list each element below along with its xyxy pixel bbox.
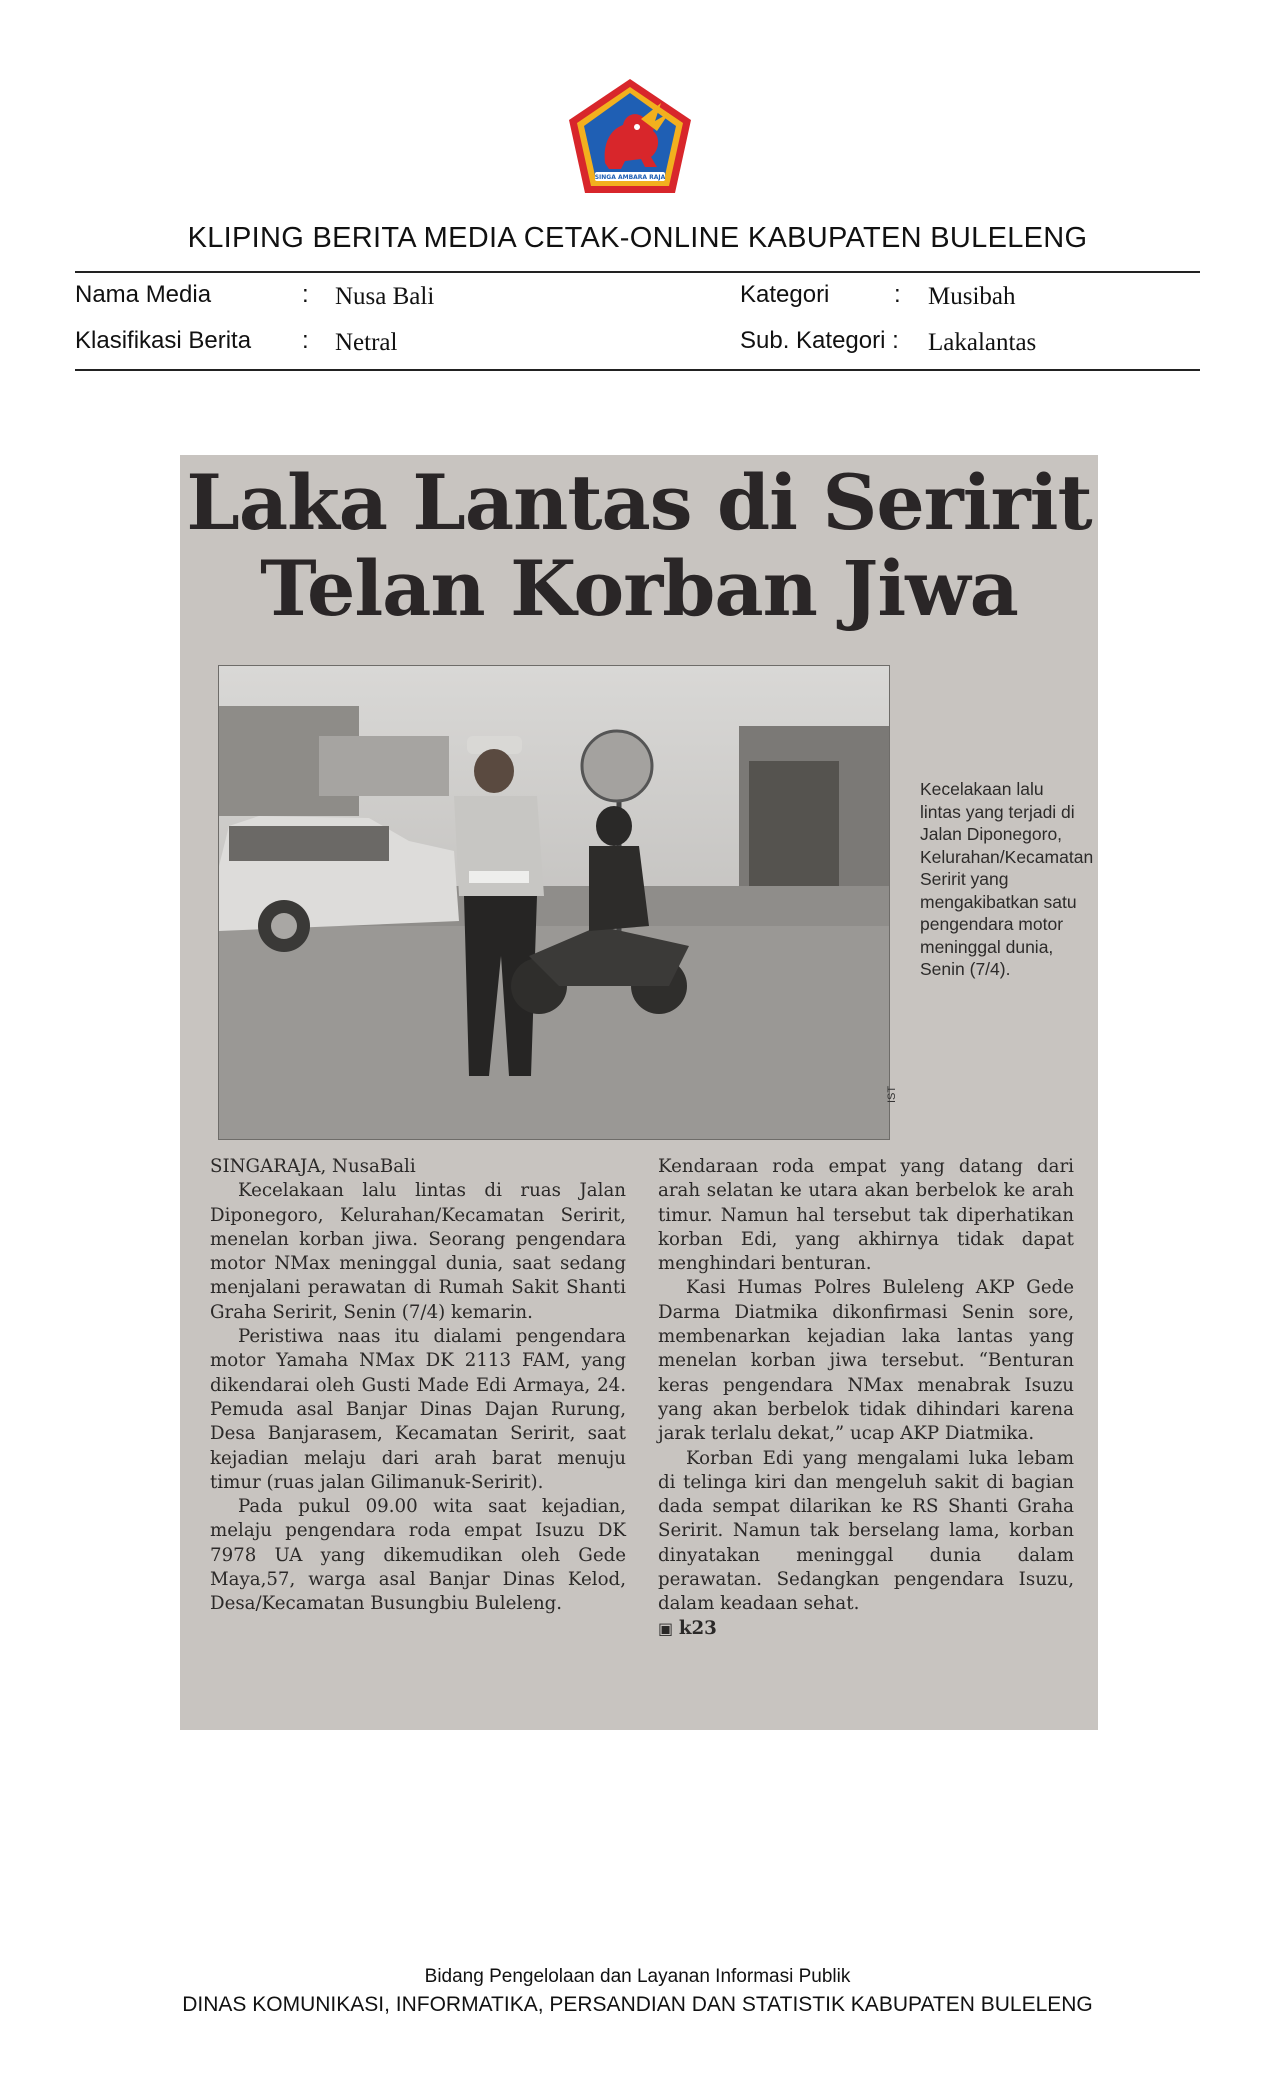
author-code: k23	[678, 1617, 717, 1639]
article-paragraph: Peristiwa naas itu dialami pengendara motor Yamaha NMax DK 2113 FAM, yang dikendarai oleh Gusti Made Edi Armaya, 24. Pemuda asal Banjar Dinas Dajan Rurung, Desa Banjarasem, Kecamatan Seririt, saat kejadian melaju dari arah barat menuju timur (ruas jalan Gilimanuk-Seririt).	[210, 1326, 626, 1493]
article-headline-line1: Laka Lantas di Seririt	[186, 458, 1092, 547]
article-column-left	[210, 1155, 626, 1617]
photo-caption: Kecelakaan lalu lintas yang terjadi di Jalan Diponegoro, Kelurahan/Kecamatan Seririt yang mengakibatkan satu pengendara motor meninggal dunia, Senin (7/4).	[920, 779, 1094, 979]
photo-credit: IST	[886, 1085, 898, 1103]
kategori-colon: :	[894, 281, 901, 308]
newspaper-clipping	[180, 455, 1098, 1730]
article-paragraph: Korban Edi yang mengalami luka lebam di telinga kiri dan mengeluh sakit di bagian dada sempat dilarikan ke RS Shanti Graha Seririt. Namun tak berselang lama, korban dinyatakan meninggal dunia dalam perawatan. Sedangkan pengendara Isuzu, dalam keadaan sehat.	[658, 1447, 1074, 1615]
subkategori-label: Sub. Kategori :	[740, 327, 899, 354]
logo-motto: SINGA AMBARA RAJA	[594, 174, 666, 181]
klasifikasi-colon: :	[302, 327, 309, 354]
klasifikasi-label: Klasifikasi Berita	[75, 327, 252, 354]
footer-agency: DINAS KOMUNIKASI, INFORMATIKA, PERSANDIAN DAN STATISTIK KABUPATEN BULELENG	[182, 1993, 1093, 2016]
media-colon: :	[302, 281, 309, 308]
meta-divider	[75, 369, 1200, 371]
article-column-right	[658, 1155, 1074, 1641]
media-value: Nusa Bali	[335, 283, 435, 310]
page-title: KLIPING BERITA MEDIA CETAK-ONLINE KABUPATEN BULELENG	[187, 222, 1088, 254]
article-paragraph: Kecelakaan lalu lintas di ruas Jalan Diponegoro, Kelurahan/Kecamatan Seririt, menelan korban jiwa. Seorang pengendara motor NMax meninggal dunia, saat sedang menjalani perawatan di Rumah Sakit Shanti Graha Seririt, Senin (7/4) kemarin.	[210, 1180, 626, 1323]
kategori-value: Musibah	[928, 283, 1016, 310]
kabupaten-buleleng-logo	[565, 75, 695, 200]
subkategori-value: Lakalantas	[928, 329, 1037, 356]
article-paragraph: Pada pukul 09.00 wita saat kejadian, melaju pengendara roda empat Isuzu DK 7978 UA yang dikemudikan oleh Gede Maya,57, warga asal Banjar Dinas Kelod, Desa/Kecamatan Busungbiu Buleleng.	[210, 1496, 626, 1615]
kategori-label: Kategori	[740, 281, 830, 308]
klasifikasi-value: Netral	[335, 329, 398, 356]
media-label: Nama Media	[75, 281, 212, 308]
article-photo	[218, 665, 890, 1140]
header-divider	[75, 271, 1200, 273]
footer-unit: Bidang Pengelolaan dan Layanan Informasi Publik	[424, 1966, 851, 1987]
article-paragraph: Kasi Humas Polres Buleleng AKP Gede Darma Diatmika dikonfirmasi Senin sore, membenarkan kejadian laka lantas yang menelan korban jiwa tersebut. “Benturan keras pengendara NMax menabrak Isuzu yang akan berbelok tidak dihindari karena jarak terlalu dekat,” ucap AKP Diatmika.	[658, 1277, 1074, 1445]
article-paragraph: Kendaraan roda empat yang datang dari arah selatan ke utara akan berbelok ke arah timur. Namun hal tersebut tak diperhatikan korban Edi, yang akhirnya tidak dapat menghindari benturan.	[658, 1156, 1074, 1275]
article-headline-line2: Telan Korban Jiwa	[260, 544, 1018, 633]
sign-icon: ▣	[658, 1618, 674, 1638]
article-dateline: SINGARAJA, NusaBali	[210, 1156, 416, 1177]
